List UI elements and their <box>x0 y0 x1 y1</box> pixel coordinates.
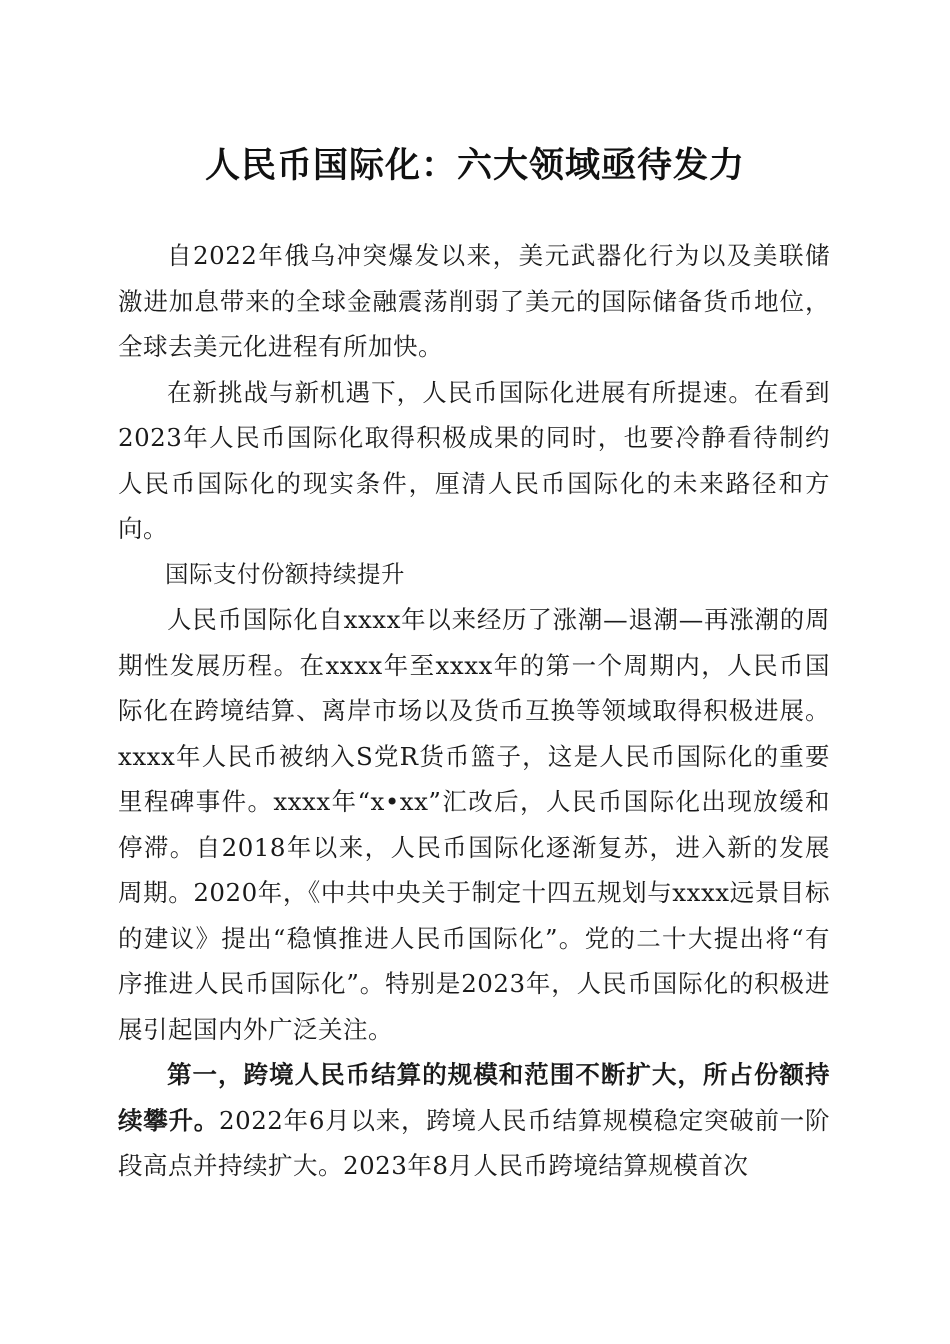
first-point-text: 2022年6月以来，跨境人民币结算规模稳定突破前一阶段高点并持续扩大。2023年8月人民币跨境结算规模首次 <box>118 1105 831 1180</box>
section-heading: 国际支付份额持续提升 <box>165 559 405 588</box>
paragraph-context: 在新挑战与新机遇下，人民币国际化进展有所提速。在看到2023年人民币国际化取得积极成果的同时，也要冷静看待制约人民币国际化的现实条件，厘清人民币国际化的未来路径和方向。 <box>118 377 830 543</box>
paragraph-intro: 自2022年俄乌冲突爆发以来，美元武器化行为以及美联储激进加息带来的全球金融震荡削弱了美元的国际储备货币地位，全球去美元化进程有所加快。 <box>118 241 830 361</box>
document-title: 人民币国际化：六大领域亟待发力 <box>204 146 745 186</box>
paragraph-history: 人民币国际化自xxxx年以来经历了涨潮—退潮—再涨潮的周期性发展历程。在xxxx年至xxxx年的第一个周期内，人民币国际化在跨境结算、离岸市场以及货币互换等领域取得积极进展。xxxx年人民币被纳入S党R货币篮子，这是人民币国际化的重要里程碑事件。xxxx年“x•xx”汇改后，人民币国际化出现放缓和停滞。自2018年以来，人民币国际化逐渐复苏，进入新的发展周期。2020年，《中共中央关于制定十四五规划与xxxx远景目标的建议》提出“稳慎推进人民币国际化”。党的二十大提出将“有序推进人民币国际化”。特别是2023年，人民币国际化的积极进展引起国内外广泛关注。 <box>118 605 830 1044</box>
first-point-lead: 第一，跨境人民币结算的规模和范围不断扩大，所占份额持续攀升。 <box>118 1060 830 1135</box>
paragraph-first-point <box>118 1052 830 1189</box>
document-body <box>118 233 830 1189</box>
